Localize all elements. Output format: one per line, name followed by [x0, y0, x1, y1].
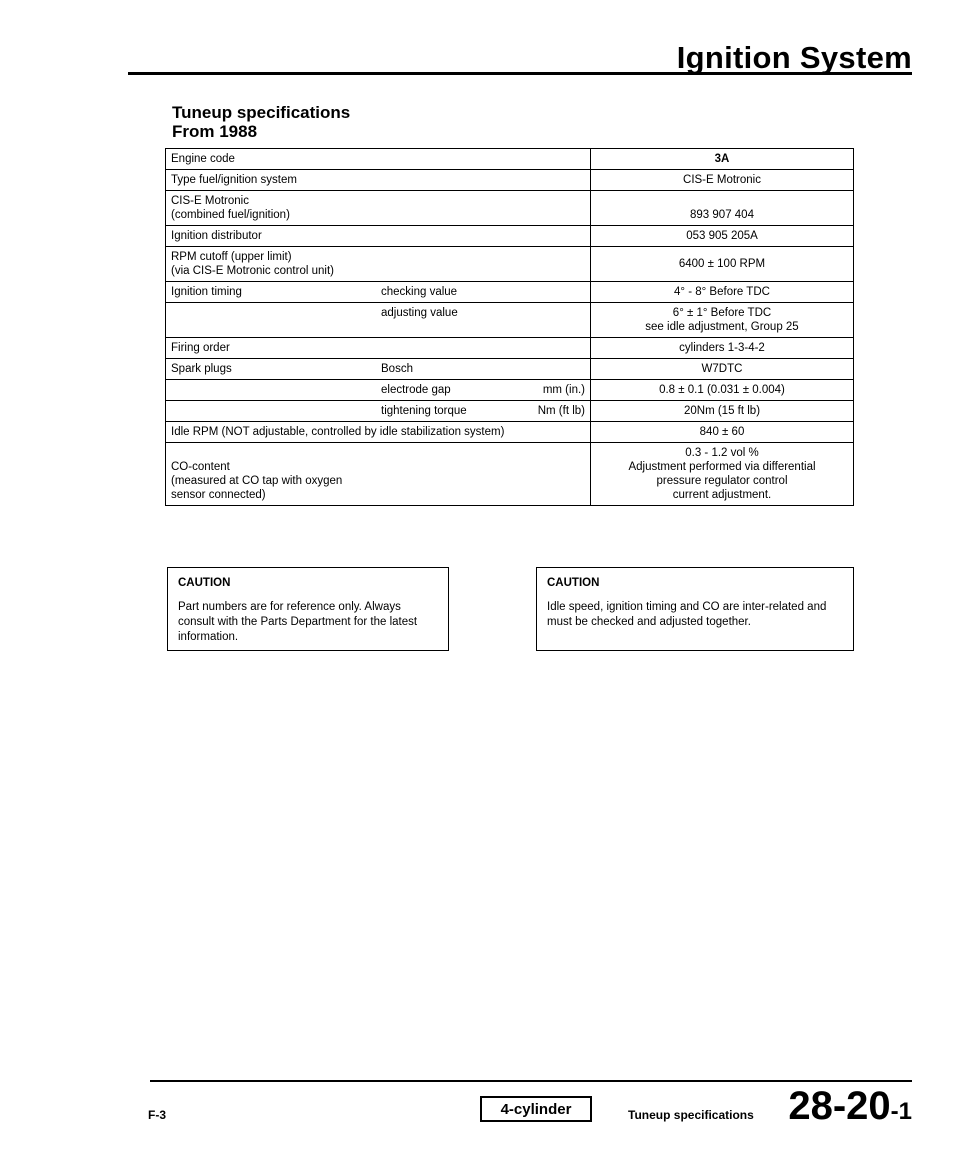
tightening-torque-unit: Nm (ft lb)	[537, 405, 585, 417]
adjusting-value-line2: see idle adjustment, Group 25	[645, 321, 799, 333]
cise-motronic-label-line2: (combined fuel/ignition)	[171, 209, 290, 221]
adjusting-value	[591, 303, 854, 338]
footer-section-code: F-3	[148, 1108, 166, 1122]
footer-topic: Tuneup specifications	[628, 1108, 754, 1122]
table-row	[166, 247, 854, 282]
checking-value-label: checking value	[381, 286, 458, 298]
ignition-distributor-label: Ignition distributor	[166, 226, 591, 247]
table-row	[166, 191, 854, 226]
type-system-value: CIS-E Motronic	[591, 170, 854, 191]
adjusting-value-label: adjusting value	[381, 307, 458, 319]
engine-code-value: 3A	[591, 149, 854, 170]
tuneup-spec-table	[165, 148, 854, 506]
co-content-label-line3: sensor connected)	[171, 489, 266, 501]
co-content-label-line1: CO-content	[171, 461, 230, 473]
header-divider	[128, 72, 912, 75]
adjusting-value-line1: 6° ± 1° Before TDC	[672, 307, 772, 319]
page-number-main: 28-20	[788, 1084, 891, 1128]
footer-divider	[150, 1080, 912, 1082]
caution-box-parts	[167, 567, 449, 651]
firing-order-value: cylinders 1-3-4-2	[591, 338, 854, 359]
type-system-label: Type fuel/ignition system	[166, 170, 591, 191]
rpm-cutoff-label	[166, 247, 591, 282]
table-row	[166, 149, 854, 170]
electrode-gap-label: electrode gap	[381, 384, 451, 396]
section-title-line1: Tuneup specifications	[172, 103, 351, 122]
caution-text: Part numbers are for reference only. Always consult with the Parts Department for the latest information.	[178, 601, 418, 643]
ignition-timing-adjusting-cell	[166, 303, 591, 338]
caution-text: Idle speed, ignition timing and CO are inter-related and must be checked and adjusted together.	[547, 601, 827, 628]
rpm-cutoff-value: 6400 ± 100 RPM	[591, 247, 854, 282]
rpm-cutoff-label-line1: RPM cutoff (upper limit)	[171, 251, 292, 263]
footer-engine-badge: 4-cylinder	[480, 1096, 592, 1122]
section-title-line2: From 1988	[172, 122, 258, 141]
table-row	[166, 443, 854, 506]
bosch-label: Bosch	[381, 363, 413, 375]
bosch-value: W7DTC	[591, 359, 854, 380]
idle-rpm-value: 840 ± 60	[591, 422, 854, 443]
ignition-distributor-value: 053 905 205A	[591, 226, 854, 247]
checking-value: 4° - 8° Before TDC	[591, 282, 854, 303]
co-content-label	[166, 443, 591, 506]
table-row	[166, 303, 854, 338]
ignition-timing-checking-cell	[166, 282, 591, 303]
page-number-sub: -1	[890, 1098, 912, 1125]
cise-motronic-value: 893 907 404	[591, 191, 854, 226]
table-row	[166, 338, 854, 359]
table-row	[166, 226, 854, 247]
co-content-value-line3: pressure regulator control	[656, 475, 788, 487]
tightening-torque-cell	[166, 401, 591, 422]
co-content-value-line4: current adjustment.	[672, 489, 772, 501]
page-header-title: Ignition System	[676, 40, 912, 75]
spark-plugs-cell	[166, 359, 591, 380]
section-title	[172, 103, 350, 141]
idle-rpm-label: Idle RPM (NOT adjustable, controlled by idle stabilization system)	[166, 422, 591, 443]
table-row	[166, 380, 854, 401]
spark-plugs-label: Spark plugs	[171, 363, 232, 375]
tightening-torque-value: 20Nm (15 ft lb)	[591, 401, 854, 422]
co-content-value-line1: 0.3 - 1.2 vol %	[685, 447, 759, 459]
co-content-label-line2: (measured at CO tap with oxygen	[171, 475, 343, 487]
co-content-value-line2: Adjustment performed via differential	[628, 461, 816, 473]
co-content-value	[591, 443, 854, 506]
tightening-torque-label: tightening torque	[381, 405, 467, 417]
table-row	[166, 422, 854, 443]
cise-motronic-label	[166, 191, 591, 226]
ignition-timing-label: Ignition timing	[171, 286, 242, 298]
page-number	[788, 1084, 912, 1129]
caution-title: CAUTION	[547, 577, 600, 589]
electrode-gap-value: 0.8 ± 0.1 (0.031 ± 0.004)	[591, 380, 854, 401]
electrode-gap-cell	[166, 380, 591, 401]
table-row	[166, 401, 854, 422]
electrode-gap-unit: mm (in.)	[542, 384, 585, 396]
rpm-cutoff-label-line2: (via CIS-E Motronic control unit)	[171, 265, 334, 277]
caution-title: CAUTION	[178, 577, 231, 589]
engine-code-label: Engine code	[166, 149, 591, 170]
table-row	[166, 170, 854, 191]
caution-box-idle	[536, 567, 854, 651]
cise-motronic-label-line1: CIS-E Motronic	[171, 195, 249, 207]
table-row	[166, 359, 854, 380]
table-row	[166, 282, 854, 303]
firing-order-label: Firing order	[166, 338, 591, 359]
